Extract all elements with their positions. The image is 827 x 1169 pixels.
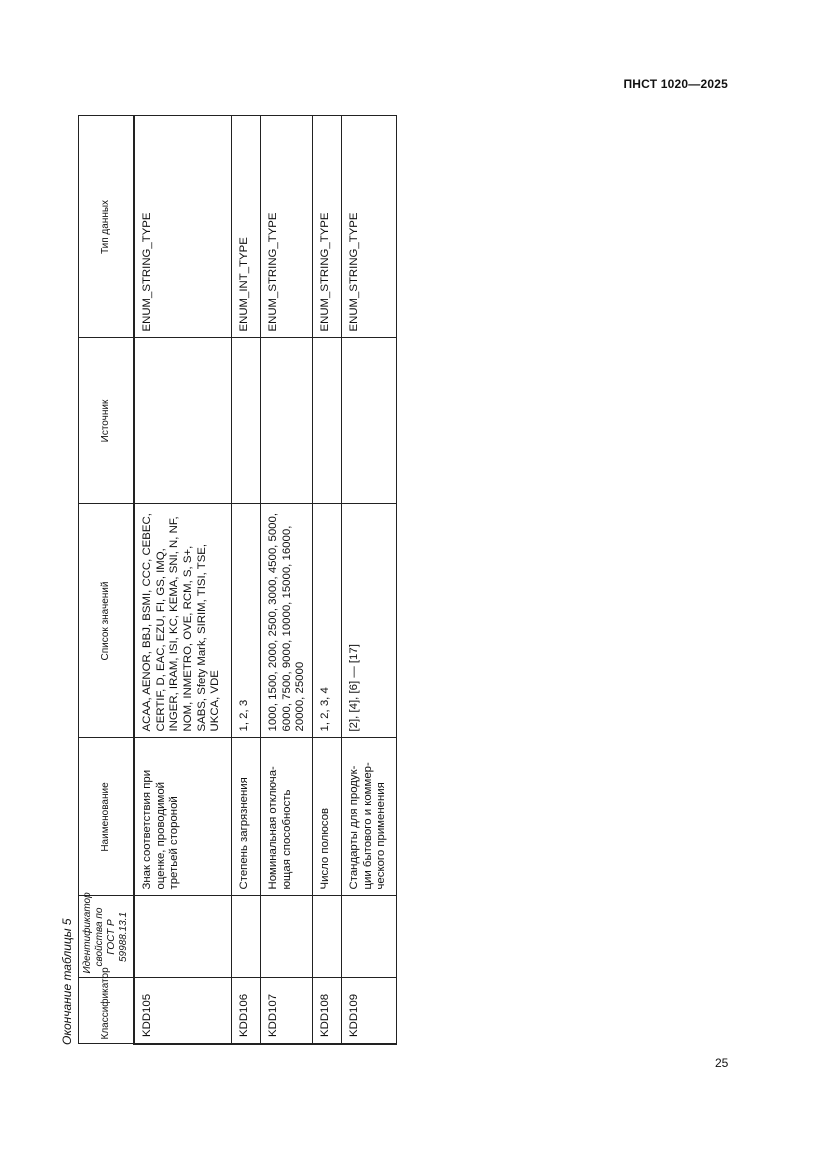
column-header-classifier: Классификатор	[79, 978, 135, 1044]
cell-identifier	[261, 896, 313, 978]
document-code: ПНСТ 1020—2025	[623, 77, 728, 91]
page-number: 25	[715, 1056, 729, 1070]
table-caption: Окончание таблицы 5	[60, 918, 74, 1045]
cell-source	[232, 338, 261, 504]
rotated-table-region	[60, 115, 400, 1045]
cell-classifier: KDD106	[232, 978, 261, 1044]
cell-name: Число полюсов	[313, 738, 342, 896]
cell-source	[134, 338, 232, 504]
cell-values: 1, 2, 3	[232, 504, 261, 738]
cell-identifier	[232, 896, 261, 978]
table-row	[313, 116, 342, 1044]
cell-type: ENUM_STRING_TYPE	[261, 116, 313, 338]
table-header-row	[79, 116, 135, 1044]
cell-values: ACAA, AENOR, BBJ, BSMI, CCC, CEBEC, CERTIF, D, EAC, EZU, FI, GS, IMQ, INGER, IRAM, ISI, KC, KEMA, SNI, N, NF, NOM, INMETRO, OVE, RCM, S, S+, SABS, Sfety Mark, SIRIM, TISI, TSE, UKCA, VDE	[134, 504, 232, 738]
cell-identifier	[342, 896, 397, 978]
table-row	[232, 116, 261, 1044]
column-header-name: Наименование	[79, 738, 135, 896]
cell-name: Знак соответствия при оценке, проводимой третьей стороной	[134, 738, 232, 896]
cell-identifier	[134, 896, 232, 978]
cell-type: ENUM_STRING_TYPE	[134, 116, 232, 338]
cell-source	[313, 338, 342, 504]
cell-values: 1, 2, 3, 4	[313, 504, 342, 738]
column-header-identifier: Идентификатор свойства по ГОСТ Р 59988.13.1	[79, 896, 135, 978]
cell-type: ENUM_STRING_TYPE	[342, 116, 397, 338]
table-row	[134, 116, 232, 1044]
cell-values: 1000, 1500, 2000, 2500, 3000, 4500, 5000, 6000, 7500, 9000, 10000, 15000, 16000, 20000, 25000	[261, 504, 313, 738]
cell-type: ENUM_INT_TYPE	[232, 116, 261, 338]
cell-source	[342, 338, 397, 504]
cell-source	[261, 338, 313, 504]
properties-table	[78, 116, 397, 1046]
cell-classifier: KDD109	[342, 978, 397, 1044]
table-row	[261, 116, 313, 1044]
cell-name: Номинальная отключа- ющая способность	[261, 738, 313, 896]
cell-classifier: KDD108	[313, 978, 342, 1044]
column-header-source: Источник	[79, 338, 135, 504]
column-header-type: Тип данных	[79, 116, 135, 338]
cell-name: Степень загрязнения	[232, 738, 261, 896]
column-header-values: Список значений	[79, 504, 135, 738]
cell-type: ENUM_STRING_TYPE	[313, 116, 342, 338]
cell-identifier	[313, 896, 342, 978]
table-row	[342, 116, 397, 1044]
cell-values: [2], [4], [6] — [17]	[342, 504, 397, 738]
cell-classifier: KDD107	[261, 978, 313, 1044]
cell-classifier: KDD105	[134, 978, 232, 1044]
cell-name: Стандарты для продук- ции бытового и коммер- ческого применения	[342, 738, 397, 896]
